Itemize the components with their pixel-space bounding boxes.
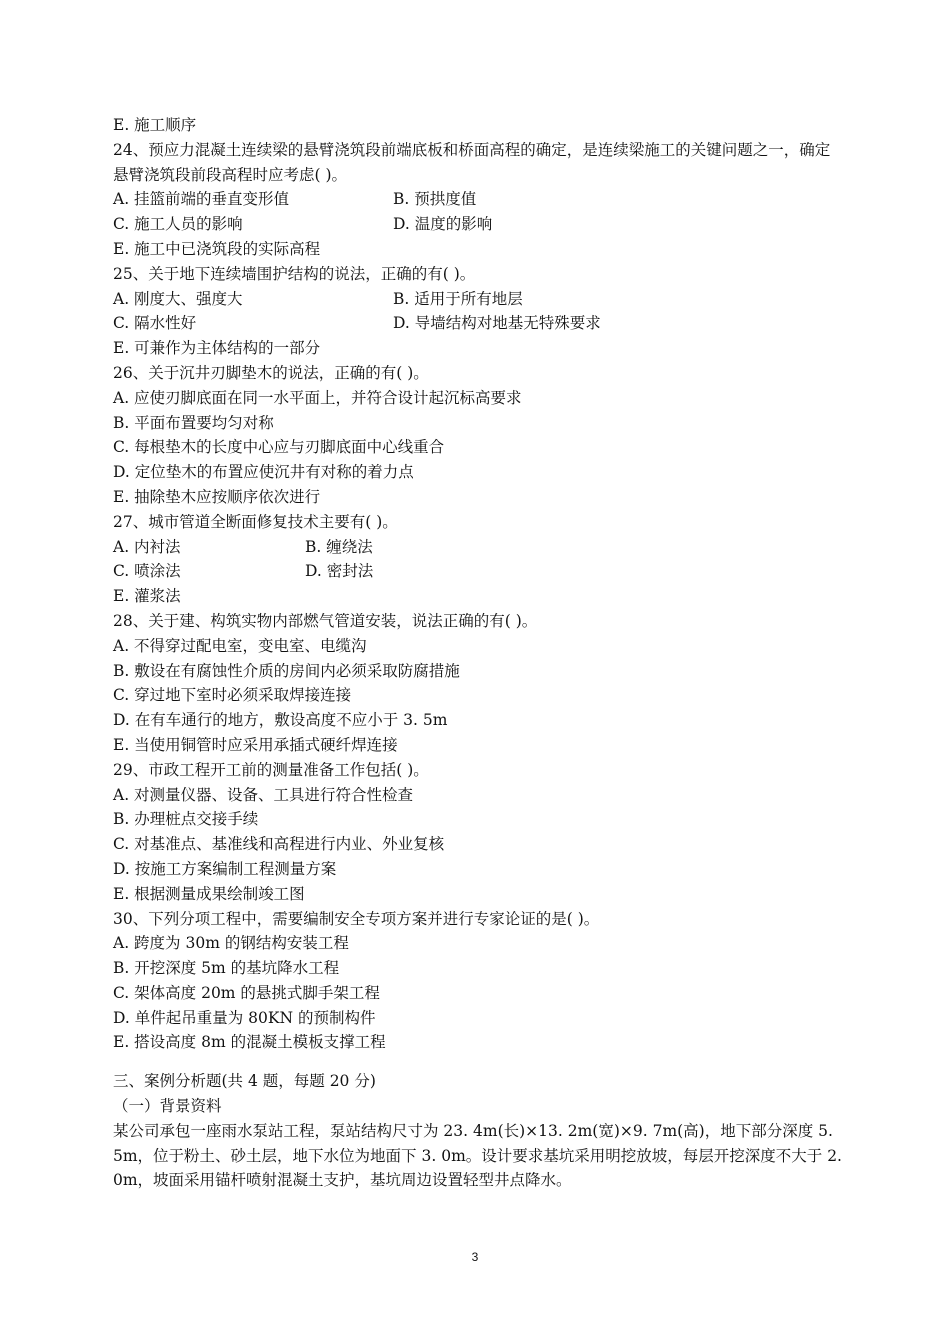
q29-option-c: C. 对基准点、基准线和高程进行内业、外业复核: [113, 835, 445, 854]
case1-body: 某公司承包一座雨水泵站工程，泵站结构尺寸为 23. 4m(长)×13. 2m(宽)×9. 7m(高)，地下部分深度 5. 5m，位于粉土、砂土层，地下水位为地面下 3. 0m。设计要求基坑采用明挖放坡，每层开挖深度不大于 2. 0m，坡面采用锚杆喷射混凝土支护，基坑周边设置轻型井点降水。: [113, 1121, 842, 1190]
page-number: 3: [471, 1250, 479, 1264]
q27-options-row-1: [113, 535, 843, 560]
q27-options-row-2: [113, 559, 843, 584]
section-spacer: [113, 1055, 843, 1069]
q30-option-e: E. 搭设高度 8m 的混凝土模板支撑工程: [113, 1033, 386, 1052]
q26-option-b: B. 平面布置要均匀对称: [113, 413, 274, 432]
q27-option-b: B. 缠绕法: [305, 537, 373, 556]
q30-stem: 30、下列分项工程中，需要编制安全专项方案并进行专家论证的是( )。: [113, 909, 600, 928]
q30-option-a: A. 跨度为 30m 的钢结构安装工程: [113, 934, 349, 953]
q26-option-c: C. 每根垫木的长度中心应与刃脚底面中心线重合: [113, 438, 445, 457]
q25-option-e: E. 可兼作为主体结构的一部分: [113, 339, 321, 358]
q24-option-d: D. 温度的影响: [393, 215, 493, 234]
q27-option-a: A. 内衬法: [113, 537, 181, 556]
q25-options-row-2: [113, 311, 843, 336]
page-content: [113, 113, 843, 1193]
case1-label: （一）背景资料: [113, 1097, 222, 1116]
q24-option-e: E. 施工中已浇筑段的实际高程: [113, 239, 321, 258]
q29-option-d: D. 按施工方案编制工程测量方案: [113, 859, 337, 878]
q28-option-a: A. 不得穿过配电室，变电室、电缆沟: [113, 636, 367, 655]
section3-title: 三、案例分析题(共 4 题，每题 20 分): [113, 1072, 376, 1091]
q26-option-e: E. 抽除垫木应按顺序依次进行: [113, 487, 321, 506]
q24-stem: 24、预应力混凝土连续梁的悬臂浇筑段前端底板和桥面高程的确定，是连续梁施工的关键问题之一，确定悬臂浇筑段前段高程时应考虑( )。: [113, 140, 831, 184]
q25-options-row-1: [113, 287, 843, 312]
q29-option-a: A. 对测量仪器、设备、工具进行符合性检查: [113, 785, 414, 804]
q27-option-c: C. 喷涂法: [113, 562, 181, 581]
q24-options-row-1: [113, 187, 843, 212]
q24-option-a: A. 挂篮前端的垂直变形值: [113, 190, 290, 209]
q27-stem: 27、城市管道全断面修复技术主要有( )。: [113, 512, 398, 531]
q28-option-d: D. 在有车通行的地方，敷设高度不应小于 3. 5m: [113, 711, 448, 730]
q26-stem: 26、关于沉井刃脚垫木的说法，正确的有( )。: [113, 363, 429, 382]
q26-option-a: A. 应使刃脚底面在同一水平面上，并符合设计起沉标高要求: [113, 388, 522, 407]
q25-option-c: C. 隔水性好: [113, 314, 197, 333]
q29-option-e: E. 根据测量成果绘制竣工图: [113, 884, 305, 903]
q28-option-e: E. 当使用铜管时应采用承插式硬纤焊连接: [113, 735, 398, 754]
q23-option-e: E. 施工顺序: [113, 116, 197, 134]
q27-option-e: E. 灌浆法: [113, 587, 181, 606]
q24-option-b: B. 预拱度值: [393, 190, 477, 209]
q25-stem: 25、关于地下连续墙围护结构的说法，正确的有( )。: [113, 264, 476, 283]
q28-option-c: C. 穿过地下室时必须采取焊接连接: [113, 686, 352, 705]
q28-option-b: B. 敷设在有腐蚀性介质的房间内必须采取防腐措施: [113, 661, 460, 680]
q25-option-a: A. 刚度大、强度大: [113, 289, 243, 308]
q30-option-d: D. 单件起吊重量为 80KN 的预制构件: [113, 1008, 376, 1027]
q25-option-b: B. 适用于所有地层: [393, 289, 523, 308]
q30-option-b: B. 开挖深度 5m 的基坑降水工程: [113, 959, 340, 978]
q30-option-c: C. 架体高度 20m 的悬挑式脚手架工程: [113, 983, 380, 1002]
q29-stem: 29、市政工程开工前的测量准备工作包括( )。: [113, 760, 429, 779]
q27-option-d: D. 密封法: [305, 562, 374, 581]
q24-options-row-2: [113, 212, 843, 237]
q25-option-d: D. 导墙结构对地基无特殊要求: [393, 314, 601, 333]
q24-option-c: C. 施工人员的影响: [113, 215, 243, 234]
q29-option-b: B. 办理桩点交接手续: [113, 810, 259, 829]
q26-option-d: D. 定位垫木的布置应使沉井有对称的着力点: [113, 463, 414, 482]
q28-stem: 28、关于建、构筑实物内部燃气管道安装，说法正确的有( )。: [113, 611, 538, 630]
